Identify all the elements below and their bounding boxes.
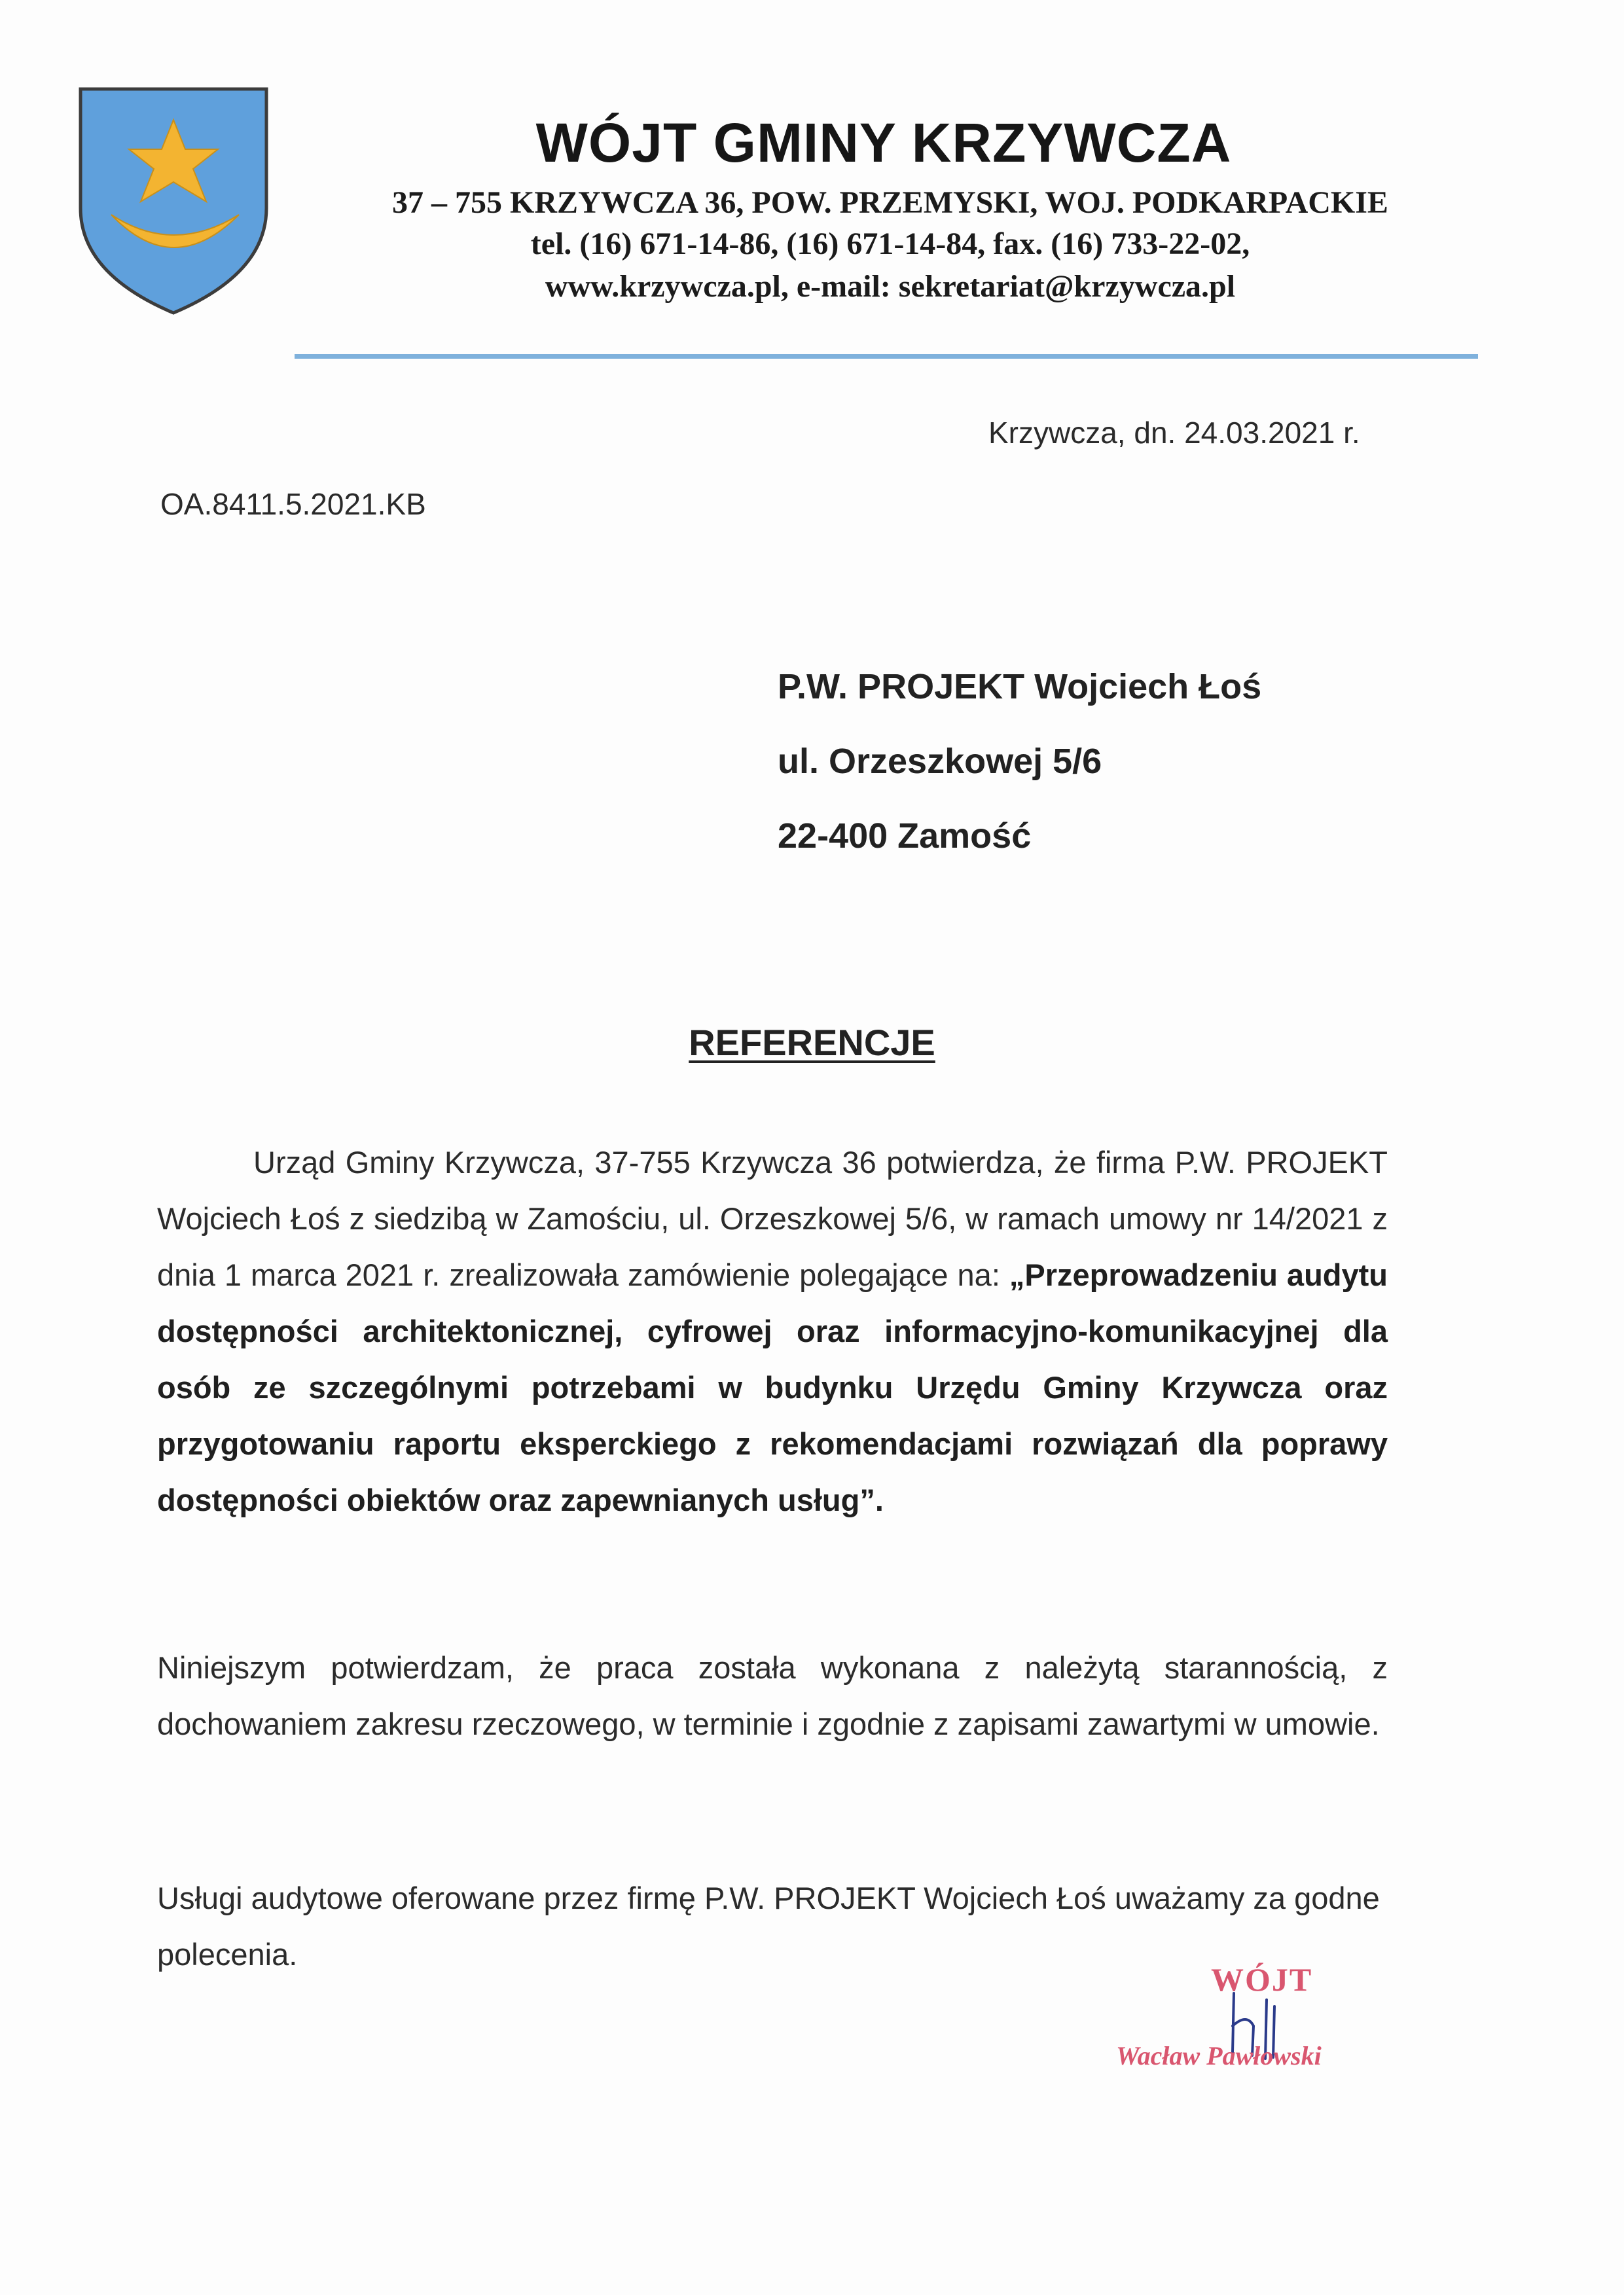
recipient-name: P.W. PROJEKT Wojciech Łoś (778, 667, 1262, 706)
stamp-name: Wacław Pawłowski (1116, 2041, 1322, 2070)
heading-text: REFERENCJE (689, 1022, 935, 1063)
paragraph-scope: „Przeprowadzeniu audytu dostępności architektonicznej, cyfrowej oraz informacyjno-komunikacyjnej dla osób ze szczególnymi potrzebami w budynku Urzędu Gminy Krzywcza oraz przygotowaniu raportu eksperckiego z rekomendacjami rozwiązań dla poprawy dostępności obiektów oraz zapewnianych usług”. (157, 1257, 1388, 1517)
paragraph-recommendation-text: Usługi audytowe oferowane przez firmę P.W. PROJEKT Wojciech Łoś uważamy za godne polecenia. (157, 1881, 1380, 1972)
date-line: Krzywcza, dn. 24.03.2021 r. (988, 416, 1360, 450)
paragraph-intro: Urząd Gminy Krzywcza, 37-755 Krzywcza 36 potwierdza, że firma P.W. PROJEKT Wojciech Łoś z siedzibą w Zamościu, ul. Orzeszkowej 5/6, w ramach umowy nr 14/2021 z dnia 1 marca 2021 r. zrealizowała zamówienie polegające na: (157, 1145, 1388, 1292)
letterhead-address: 37 – 755 KRZYWCZA 36, POW. PRZEMYSKI, WOJ. PODKARPACKIE (392, 185, 1388, 220)
recipient-city: 22-400 Zamość (778, 816, 1032, 856)
paragraph-confirmation (157, 1134, 1388, 1528)
letterhead-title: WÓJT GMINY KRZYWCZA (535, 112, 1232, 173)
letterhead-phones: tel. (16) 671-14-86, (16) 671-14-84, fax. (16) 733-22-02, (530, 226, 1250, 261)
letterhead-web-email: www.krzywcza.pl, e-mail: sekretariat@krzywcza.pl (545, 269, 1236, 304)
paragraph-quality-text: Niniejszym potwierdzam, że praca została wykonana z należytą starannością, z dochowaniem zakresu rzeczowego, w terminie i zgodnie z zapisami zawartymi w umowie. (157, 1650, 1388, 1741)
stamp-title: WÓJT (1211, 1961, 1313, 1998)
recipient-block (778, 666, 1261, 890)
paragraph-quality (157, 1640, 1388, 1752)
signature-stamp (1116, 1961, 1391, 2091)
document-heading (0, 1021, 1624, 1064)
letterhead-divider (295, 354, 1478, 359)
coat-of-arms-icon (75, 84, 272, 319)
reference-number: OA.8411.5.2021.KB (160, 487, 426, 521)
recipient-street: ul. Orzeszkowej 5/6 (778, 742, 1102, 781)
